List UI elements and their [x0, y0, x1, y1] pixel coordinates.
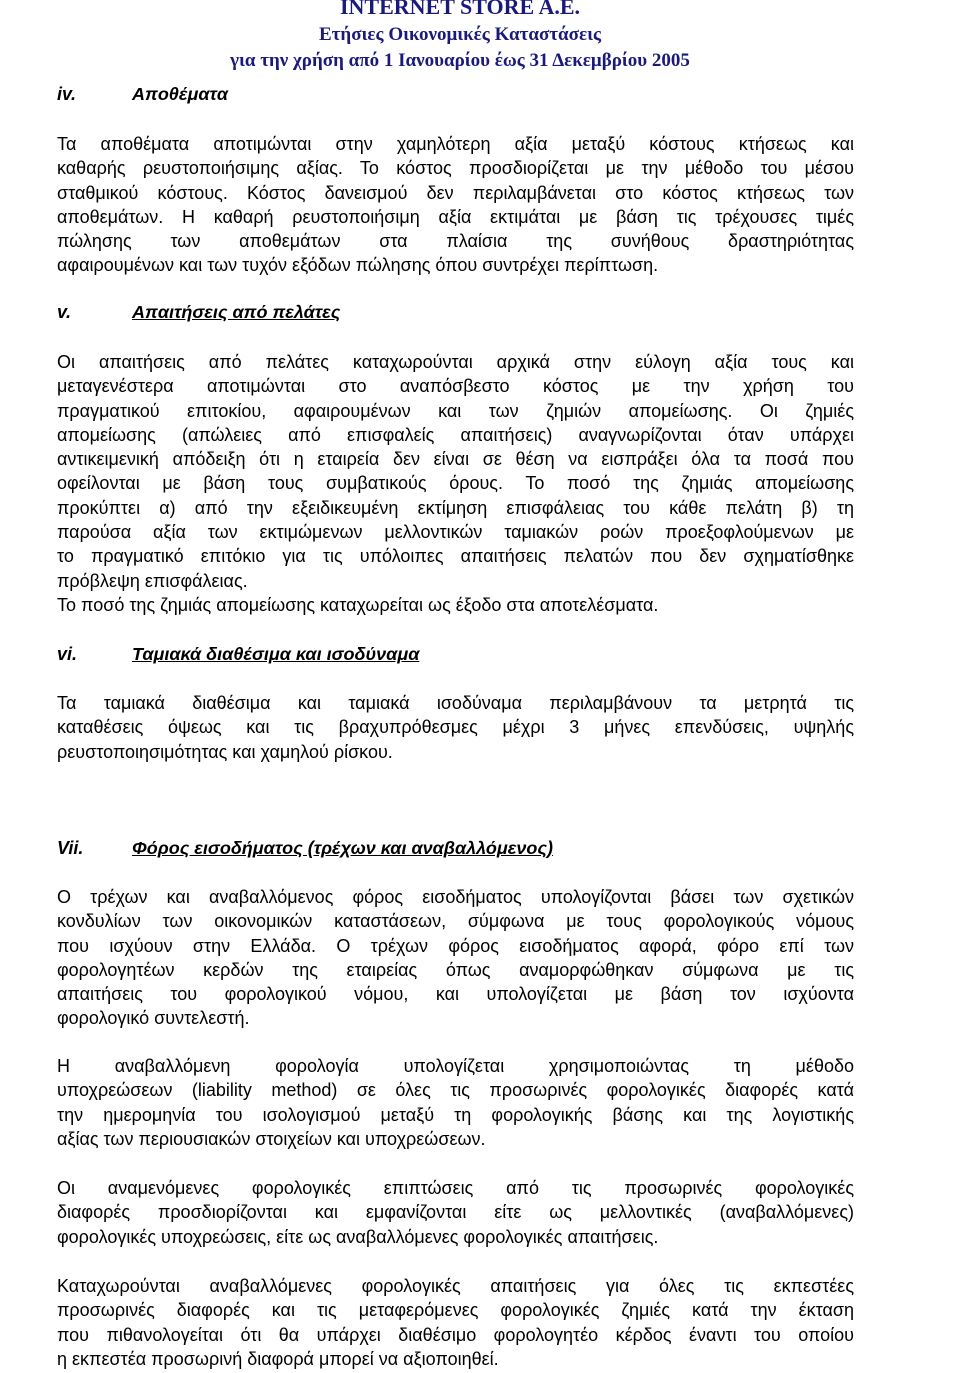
paragraph	[57, 1274, 854, 1371]
section-number: v.	[57, 302, 72, 322]
text-line: καταθέσεις όψεως και τις βραχυπρόθεσμες μέχρι 3 μήνες επενδύσεις, υψηλής	[57, 717, 854, 738]
section-heading-receivables	[57, 302, 340, 323]
text-line: ρευστοποιησιμότητας και χαμηλού ρίσκου.	[57, 741, 393, 762]
company-name: INTERNET STORE A.E.	[339, 0, 581, 19]
text-line: μεταγενέστερα αποτιμώνται στο αναπόσβεστο κόστος με την χρήση του	[57, 376, 854, 397]
text-line: φορολογικό συντελεστή.	[57, 1008, 250, 1029]
paragraph	[57, 1176, 854, 1249]
paragraph	[57, 1054, 854, 1151]
text-line: αξίας των περιουσιακών στοιχείων και υποχρεώσεων.	[57, 1128, 486, 1149]
text-line: φορολογητέων κερδών της εταιρείας όπως αναμορφώθηκαν σύμφωνα με τις	[57, 959, 854, 980]
text-line: σταθμικού κόστους. Κόστος δανεισμού δεν περιλαμβάνεται στο κόστος κτήσεως των	[57, 182, 854, 203]
text-line: προκύπτει α) από την εξειδικευμένη εκτίμηση επισφάλειας του κάθε πελάτη β) τη	[57, 497, 854, 518]
paragraph	[57, 593, 854, 617]
text-line: απαιτήσεις του φορολογικού νόμου, και υπολογίζεται με βάση τον ισχύοντα	[57, 984, 854, 1005]
text-line: την ημερομηνία του ισολογισμού μεταξύ τη φορολογικής βάσης και της λογιστικής	[57, 1104, 854, 1125]
text-line: οφείλονται με βάση τους συμβατικούς όρους. Το ποσό της ζημιάς απομείωσης	[57, 473, 854, 494]
section-title: Αποθέματα	[132, 84, 228, 104]
text-line: παρούσα αξία των εκτιμώμενων μελλοντικών ταμιακών ροών προεξοφλούμενων με	[57, 522, 854, 543]
text-line: Το ποσό της ζημιάς απομείωσης καταχωρείται ως έξοδο στα αποτελέσματα.	[57, 595, 659, 615]
text-line: αποθεμάτων. Η καθαρή ρευστοποιήσιμη αξία εκτιμάται με βάση τις τρέχουσες τιμές	[57, 206, 854, 227]
text-line: Τα αποθέματα αποτιμώνται στην χαμηλότερη αξία μεταξύ κόστους κτήσεως και	[57, 134, 854, 154]
text-line: αφαιρουμένων και των τυχόν εξόδων πώλησης όπου συντρέχει περίπτωση.	[57, 255, 659, 276]
section-title: Ταμιακά διαθέσιμα και ισοδύναμα	[132, 644, 420, 664]
section-number: iv.	[57, 84, 77, 104]
text-line: το πραγματικό επιτόκιο για τις υπόλοιπες απαιτήσεις πελατών που δεν σχηματίσθηκε	[57, 546, 854, 567]
paragraph	[57, 132, 854, 278]
text-line: Οι αναμενόμενες φορολογικές επιπτώσεις από τις προσωρινές φορολογικές	[57, 1178, 854, 1198]
paragraph	[57, 691, 854, 764]
text-line: που ισχύουν στην Ελλάδα. Ο τρέχων φόρος εισοδήματος αφορά, φόρο επί των	[57, 935, 854, 956]
section-heading-inventories	[57, 84, 228, 105]
text-line: που πιθανολογείται ότι θα υπάρχει διαθέσιμο φορολογητέο κέρδος έναντι του οποίου	[57, 1324, 854, 1345]
text-line: κονδυλίων των οικονομικών καταστάσεων, σύμφωνα με τους φορολογικούς νόμους	[57, 911, 854, 932]
section-number: Vii.	[57, 838, 84, 858]
paragraph	[57, 885, 854, 1031]
text-line: διαφορές προσδιορίζονται και εμφανίζονται είτε ως μελλοντικές (αναβαλλόμενες)	[57, 1202, 854, 1223]
text-line: φορολογικές υποχρεώσεις, είτε ως αναβαλλόμενες φορολογικές απαιτήσεις.	[57, 1226, 659, 1247]
section-title: Απαιτήσεις από πελάτες	[132, 302, 341, 322]
text-line: Ο τρέχων και αναβαλλόμενος φόρος εισοδήματος υπολογίζονται βάσει των σχετικών	[57, 887, 854, 907]
report-period: για την χρήση από 1 Ιανουαρίου έως 31 Δεκεμβρίου 2005	[230, 50, 690, 71]
text-line: πραγματικού επιτοκίου, αφαιρουμένων και των ζημιών απομείωσης. Οι ζημιές	[57, 400, 854, 421]
text-line: καθαρής ρευστοποιήσιμης αξίας. Το κόστος προσδιορίζεται με την μέθοδο του μέσου	[57, 158, 854, 179]
text-line: η εκπεστέα προσωρινή διαφορά μπορεί να αξιοποιηθεί.	[57, 1348, 499, 1369]
section-heading-income-tax	[57, 838, 553, 859]
text-line: Η αναβαλλόμενη φορολογία υπολογίζεται χρησιμοποιώντας τη μέθοδο	[57, 1056, 854, 1076]
text-line: προσωρινές διαφορές και τις μεταφερόμενες φορολογικές ζημιές κατά την έκταση	[57, 1300, 854, 1321]
section-number: vi.	[57, 644, 78, 664]
text-line: Καταχωρούνται αναβαλλόμενες φορολογικές απαιτήσεις για όλες τις εκπεστέες	[57, 1276, 854, 1296]
section-title: Φόρος εισοδήματος (τρέχων και αναβαλλόμενος)	[132, 838, 553, 858]
text-line: πρόβλεψη επισφάλειας.	[57, 570, 248, 591]
text-line: αντικειμενική απόδειξη ότι η εταιρεία δεν είναι σε θέση να εισπράξει όλα τα ποσά που	[57, 449, 854, 470]
text-line: απομείωσης (απώλειες από επισφαλείς απαιτήσεις) αναγνωρίζονται όταν υπάρχει	[57, 424, 854, 445]
text-line: Οι απαιτήσεις από πελάτες καταχωρούνται αρχικά στην εύλογη αξία τους και	[57, 352, 854, 372]
section-heading-cash	[57, 644, 419, 665]
text-line: υποχρεώσεων (liability method) σε όλες τις προσωρινές φορολογικές διαφορές κατά	[57, 1080, 854, 1101]
paragraph	[57, 350, 854, 593]
text-line: Τα ταμιακά διαθέσιμα και ταμιακά ισοδύναμα περιλαμβάνουν τα μετρητά τις	[57, 693, 854, 713]
text-line: πώλησης των αποθεμάτων στα πλαίσια της συνήθους δραστηριότητας	[57, 231, 854, 252]
report-title: Ετήσιες Οικονομικές Καταστάσεις	[318, 24, 602, 45]
